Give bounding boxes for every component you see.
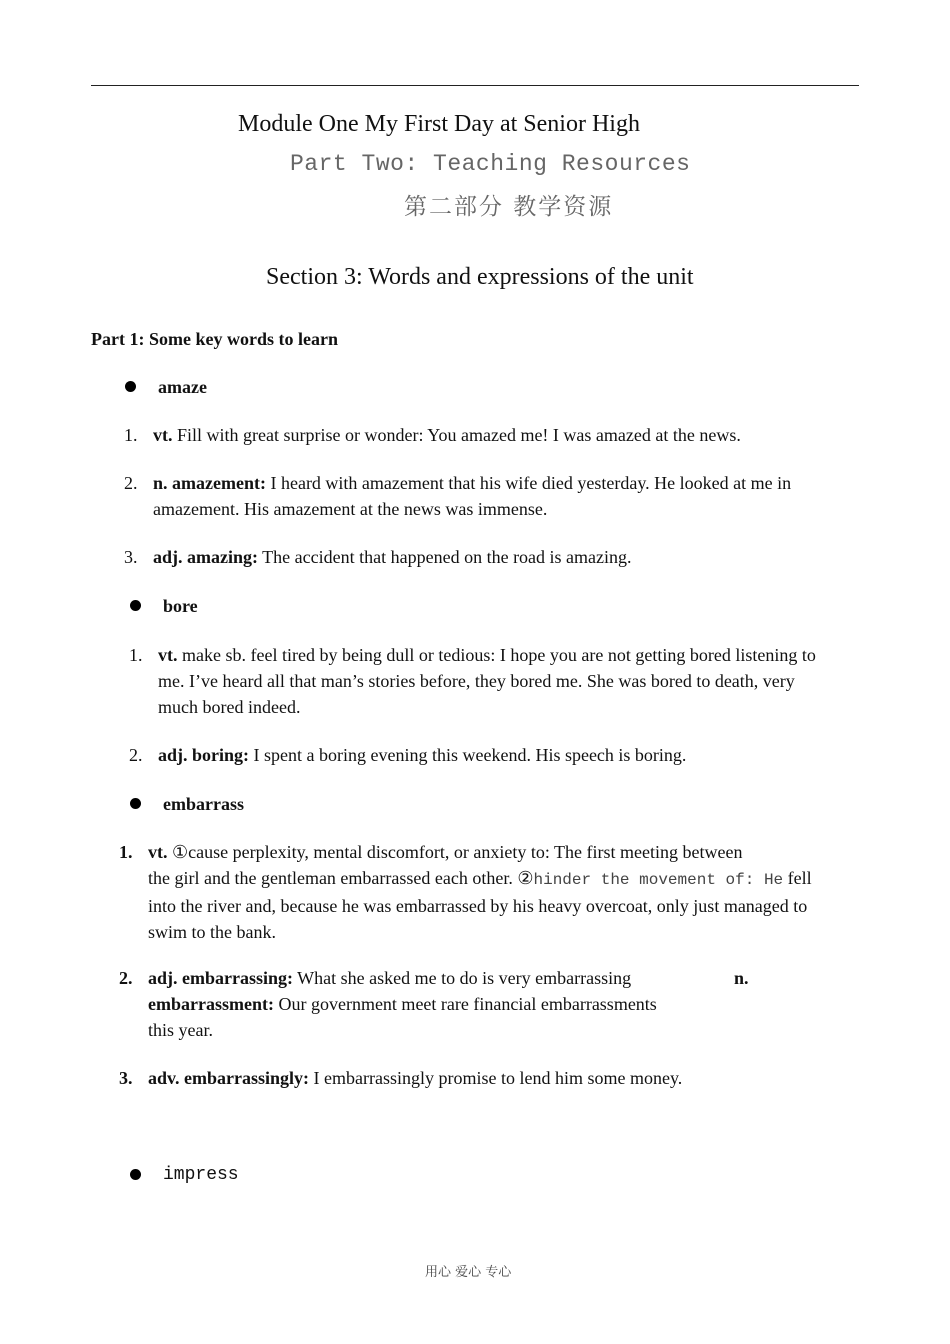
list-number: 3. [119,1068,133,1088]
part1-heading: Part 1: Some key words to learn [91,329,338,349]
bore-def-1: vt. make sb. feel tired by being dull or tedious: I hope you are not getting bored listening to me. I’ve heard all that man’s stories before, they bored me. She was bored to death, very much bored indeed. [158,645,816,717]
amaze-def-3: adj. amazing: The accident that happened on the road is amazing. [153,547,632,567]
word-impress: impress [163,1165,239,1185]
module-title: Module One My First Day at Senior High [238,111,640,137]
embarrass-def-3: adv. embarrassingly: I embarrassingly promise to lend him some money. [148,1068,683,1088]
list-number: 2. [119,968,133,988]
bullet-icon [130,600,141,611]
bullet-icon [130,798,141,809]
list-number: 1. [124,425,138,445]
header-rule [91,85,859,86]
word-embarrass: embarrass [163,794,244,814]
list-number: 1. [119,842,133,862]
page-footer: 用心 爱心 专心 [425,1265,512,1280]
bore-def-2: adj. boring: I spent a boring evening this weekend. His speech is boring. [158,745,687,765]
pos-label-n: n. [734,968,749,988]
bullet-icon [130,1169,141,1180]
bullet-icon [125,381,136,392]
list-number: 2. [129,745,143,765]
amaze-def-2: n. amazement: I heard with amazement that his wife died yesterday. He looked at me in amazement. His amazement at the news was immense. [153,473,792,519]
word-bore: bore [163,596,198,616]
part-title-cn: 第二部分 教学资源 [404,194,614,220]
list-number: 2. [124,473,138,493]
amaze-def-1: vt. Fill with great surprise or wonder: You amazed me! I was amazed at the news. [153,425,741,445]
list-number: 1. [129,645,143,665]
word-amaze: amaze [158,377,207,397]
embarrass-def-1: vt. ①cause perplexity, mental discomfort, or anxiety to: The first meeting between the girl and the gentleman embarrassed each other. ②hinder the movement of: He fell into the river and, because he was embarrassed by his heavy overcoat, only just managed to swim to the bank. [148,842,812,942]
list-number: 3. [124,547,138,567]
embarrass-def-2: adj. embarrassing: What she asked me to do is very embarrassing embarrassment: Our government meet rare financial embarrassments this year. [148,968,657,1040]
part-title: Part Two: Teaching Resources [290,151,691,177]
section-title: Section 3: Words and expressions of the unit [266,264,694,290]
